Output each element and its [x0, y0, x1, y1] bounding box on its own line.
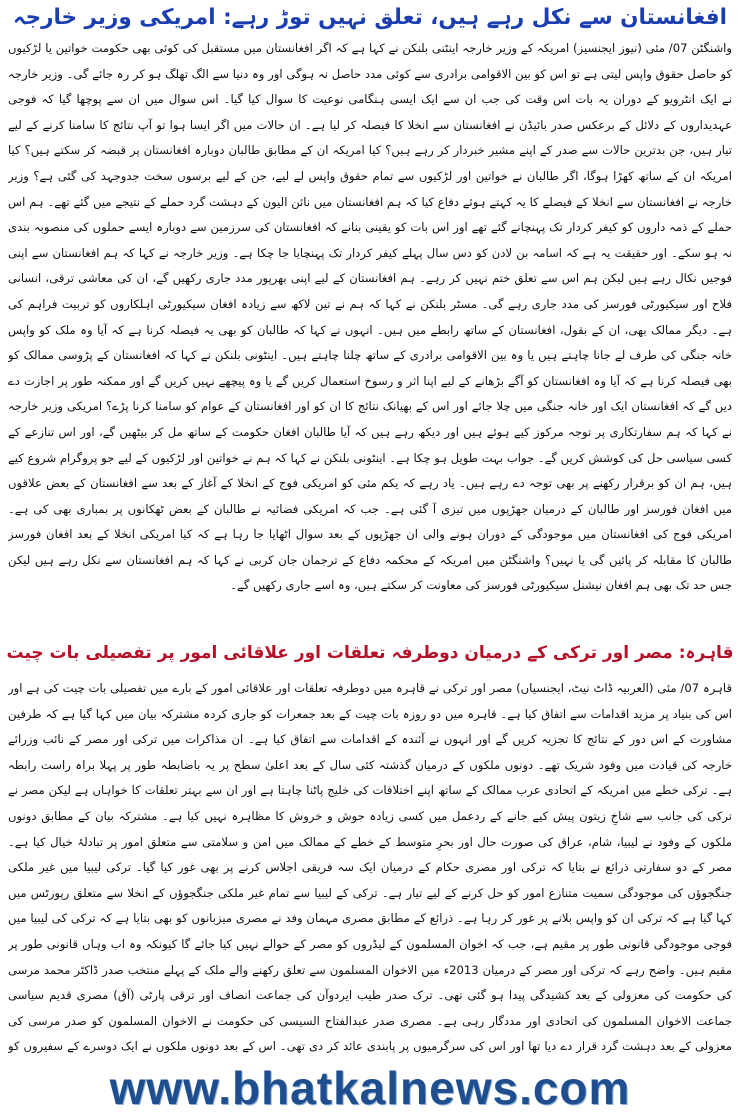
article-1-body	[8, 36, 732, 632]
article-2-dateline: قاہرہ 07/ مئی (العربیہ ڈاٹ نیٹ، ایجنسیاں)	[516, 681, 732, 695]
article-2-text: مصر اور ترکی نے قاہرہ میں دوطرفہ تعلقات اور علاقائی امور کے بارے میں تفصیلی بات چیت کی ہے اور اس کی بنیاد پر مزید اقدامات سے اتفاق کیا ہے۔ قاہرہ میں دو روزہ بات چیت کے بعد جمعرات کو جاری کردہ مشترکہ بیان میں کہا گیا ہے کہ طرفین مشاورت کے اس دور کے نتائج کا تجزیہ کریں گے اور انہوں نے آئندہ کے اقدامات سے اتفاق کیا ہے۔ ان مذاکرات میں ترکی اور مصر کے نائب وزرائے خارجہ کی قیادت میں وفود شریک تھے۔ دونوں ملکوں کے درمیان گذشتہ کئی سال کے بعد اعلیٰ سطح پر یہ باضابطہ طور پر پہلا براہ راست رابطہ ہے۔ ترکی خطے میں امریکہ کے اتحادی عرب ممالک کے ساتھ اپنے اختلافات کی خلیج پاٹنا چاہتا ہے اور ان سے بہتر تعلقات کا خواہاں ہے لیکن مصر نے ترکی کی جانب سے شاخِ زیتون پیش کیے جانے کے ردعمل میں کسی زیادہ جوش و خروش کا مظاہرہ نہیں کیا ہے۔ مشترکہ بیان کے مطابق دونوں ملکوں کے وفود نے لیبیا، شام، عراق کی صورت حال اور بحرِ متوسط کے خطے کے ممالک میں امن و سلامتی سے متعلق امور پر تبادلۂ خیال کیا ہے۔ مصر کے دو سفارتی ذرائع نے بتایا کہ ترکی اور مصری حکام کے درمیان ایک سہ فریقی اجلاس کرنے پر بھی غور کیا گیا۔ ترکی لیبیا میں غیر ملکی جنگجوؤں کی موجودگی سمیت متنازع امور کو حل کرنے کے لیے تیار ہے۔ ترکی کے لیبیا سے تمام غیر ملکی جنگجوؤں کے انخلا سے متعلق رپورٹس میں کہا گیا ہے کہ ترکی ان کو واپس بلانے پر غور کر رہا ہے۔ ذرائع کے مطابق مصری مہمان وفد نے مصری میزبانوں کو بھی بتایا ہے کہ ترکی کی لیبیا میں فوجی موجودگی قانونی طور پر مقیم ہے، جب کہ اخوان المسلمون کے لیڈروں کو مصر کے حوالے نہیں کیا جائے گا کیونکہ وہ اب وہاں قانونی طور پر مقیم ہیں۔ واضح رہے کہ ترکی اور مصر کے درمیان 2013ء میں الاخوان المسلمون سے تعلق رکھنے والے ملک کے پہلے منتخب صدر ڈاکٹر محمد مرسی کی حکومت کی معزولی کے بعد کشیدگی پیدا ہو گئی تھی۔ ترک صدر طیب ایردوآن کی جماعت انصاف اور ترقی پارٹی (آق) مصری قدیم سیاسی جماعت الاخوان المسلمون کی اتحادی اور مددگار رہی ہے۔ مصری صدر عبدالفتاح السیسی کی حکومت نے الاخوان المسلمون کو صدر مرسی کی معزولی کے بعد دہشت گرد قرار دے دیا تھا اور اس کی سرگرمیوں پر پابندی عائد کر دی تھی۔ اس کے بعد دونوں ملکوں نے ایک دوسرے کے سفیروں کو	[8, 681, 732, 1054]
article-2-body	[8, 676, 732, 1054]
article-1-dateline: واشنگٹن 07/ مئی (نیوز ایجنسیز)	[573, 41, 732, 55]
article-1-text: امریکہ کے وزیر خارجہ اینٹنی بلنکن نے کہا ہے کہ اگر افغانستان میں مستقبل کی کوئی بھی حکومت خواتین یا لڑکیوں کو حاصل حقوق واپس لیتی ہے تو اس کو بین الاقوامی برادری سے کوئی مدد حاصل نہ ہوگی اور وہ دنیا سے الگ تھلگ ہو کر رہ جائے گی۔ وزیر خارجہ نے ایک انٹرویو کے دوران یہ بات اس وقت کی جب ان سے ایک ایسی ہنگامی نوعیت کا سوال کیا گیا۔ اس سوال میں ان سے پوچھا گیا کہ فوجی عہدیداروں کے دلائل کے برعکس صدر بائیڈن نے افغانستان سے انخلا کا فیصلہ کر لیا ہے۔ ان حالات میں اگر ایسا ہوا تو آپ نتائج کا سامنا کرنے کے لیے تیار ہیں، جن بدترین حالات سے صدر کے اپنے مشیر خبردار کر رہے ہیں؟ کیا امریکہ ان کے مطابق طالبان دوبارہ افغانستان پر قبضہ کر سکتے ہیں؟ کیا امریکہ ان کے ساتھ کھڑا ہوگا، اگر طالبان نے خواتین اور لڑکیوں سے تمام حقوق واپس لے لیے، جن کے لیے برسوں سخت جدوجہد کی گئی ہے؟ وزیر خارجہ نے افغانستان سے انخلا کے فیصلے کا یہ کہتے ہوئے دفاع کیا کہ ہم افغانستان میں نائن الیون کے دہشت گرد حملے کے نتیجے میں گئے تھے۔ ہم اس حملے کے ذمہ داروں کو کیفر کردار تک پہنچانے گئے تھے اور اس بات کو یقینی بنانے کہ افغانستان کی سرزمین سے دوبارہ ایسے حملوں کی منصوبہ بندی نہ ہو سکے۔ اور حقیقت یہ ہے کہ اسامہ بن لادن کو دس سال پہلے کیفر کردار تک پہنچایا جا چکا ہے۔ وزیر خارجہ نے کہا کہ ہم افغانستان سے اپنی فوجیں نکال رہے ہیں لیکن ہم اس سے تعلق ختم نہیں کر رہے۔ ہم افغانستان کے لیے اپنی بھرپور مدد جاری رکھیں گے، ان کی معاشی ترقی، انسانی فلاح اور سیکیورٹی فورسز کی مدد جاری رہے گی۔ مسٹر بلنکن نے کہا کہ ہم نے تین لاکھ سے زیادہ افغان سیکیورٹی اہلکاروں کو تربیت فراہم کی ہے۔ دیگر ممالک بھی، ان کے بقول، افغانستان کے ساتھ رابطے میں ہیں۔ انہوں نے کہا کہ طالبان کو بھی یہ فیصلہ کرنا ہے کہ آیا وہ ملک کو واپس خانہ جنگی کی طرف لے جانا چاہتے ہیں یا وہ بین الاقوامی برادری کے ساتھ چلنا چاہتے ہیں۔ اینٹونی بلنکن نے کہا کہ افغانستان کے پڑوسی ممالک کو بھی فیصلہ کرنا ہے کہ آیا وہ افغانستان کو آگے بڑھانے کے لیے اپنا اثر و رسوخ استعمال کریں گے یا وہ پیچھے نہیں کریں گے اور ممکنہ طور پر اجازت دے دیں گے کہ افغانستان ایک اور خانہ جنگی میں چلا جائے اور اس کے بھیانک نتائج کا ان کو اور افغانستان کے عوام کو سامنا کرنا پڑے؟ امریکی وزیر خارجہ نے کہا کہ ہم سفارتکاری پر توجہ مرکوز کیے ہوئے ہیں اور دیکھ رہے ہیں کہ آیا طالبان افغان حکومت کے ساتھ مل کر بیٹھیں گے، اور اس تنازعے کے کسی سیاسی حل کی کوشش کریں گے۔ جواب بہت طویل ہو چکا ہے۔ اینٹونی بلنکن نے کہا کہ ہم نے خواتین اور لڑکیوں کے لیے جو پروگرام شروع کیے ہیں، ہم ان کو برقرار رکھنے پر بھی توجہ دے رہے ہیں۔ یاد رہے کہ یکم مئی کو امریکی فوج کے انخلا کے آغاز کے بعد سے افغانستان کے بعض علاقوں میں افغان فورسز اور طالبان کے درمیان جھڑپوں میں تیزی آ گئی ہے۔ جب کہ امریکی فضائیہ نے طالبان کے بعض ٹھکانوں پر بمباری بھی کی ہے۔ امریکی فوج کی افغانستان میں موجودگی کے دوران ہونے والی ان جھڑپوں کے بعد سوال اٹھایا جا رہا ہے کہ کیا امریکی انخلا کے بعد افغان فورسز طالبان کا مقابلہ کر پائیں گی یا نہیں؟ واشنگٹن میں امریکہ کے محکمہ دفاع کے ترجمان جان کربی نے کہا کہ ہم افغانستان سے نکل رہے ہیں لیکن جس حد تک بھی ہم افغان نیشنل سیکیورٹی فورسز کی معاونت کر سکتے ہیں، وہ اسے جاری رکھیں گے۔	[8, 41, 732, 593]
article-1-headline: افغانستان سے نکل رہے ہیں، تعلق نہیں توڑ رہے: امریکی وزیر خارجہ	[13, 5, 727, 30]
site-watermark: www.bhatkalnews.com	[0, 1060, 740, 1116]
article-2-paragraph	[8, 676, 732, 1054]
article-2-headline: قاہرہ: مصر اور ترکی کے درمیان دوطرفہ تعلقات اور علاقائی امور پر تفصیلی بات چیت	[6, 643, 734, 663]
article-1-paragraph	[8, 36, 732, 599]
